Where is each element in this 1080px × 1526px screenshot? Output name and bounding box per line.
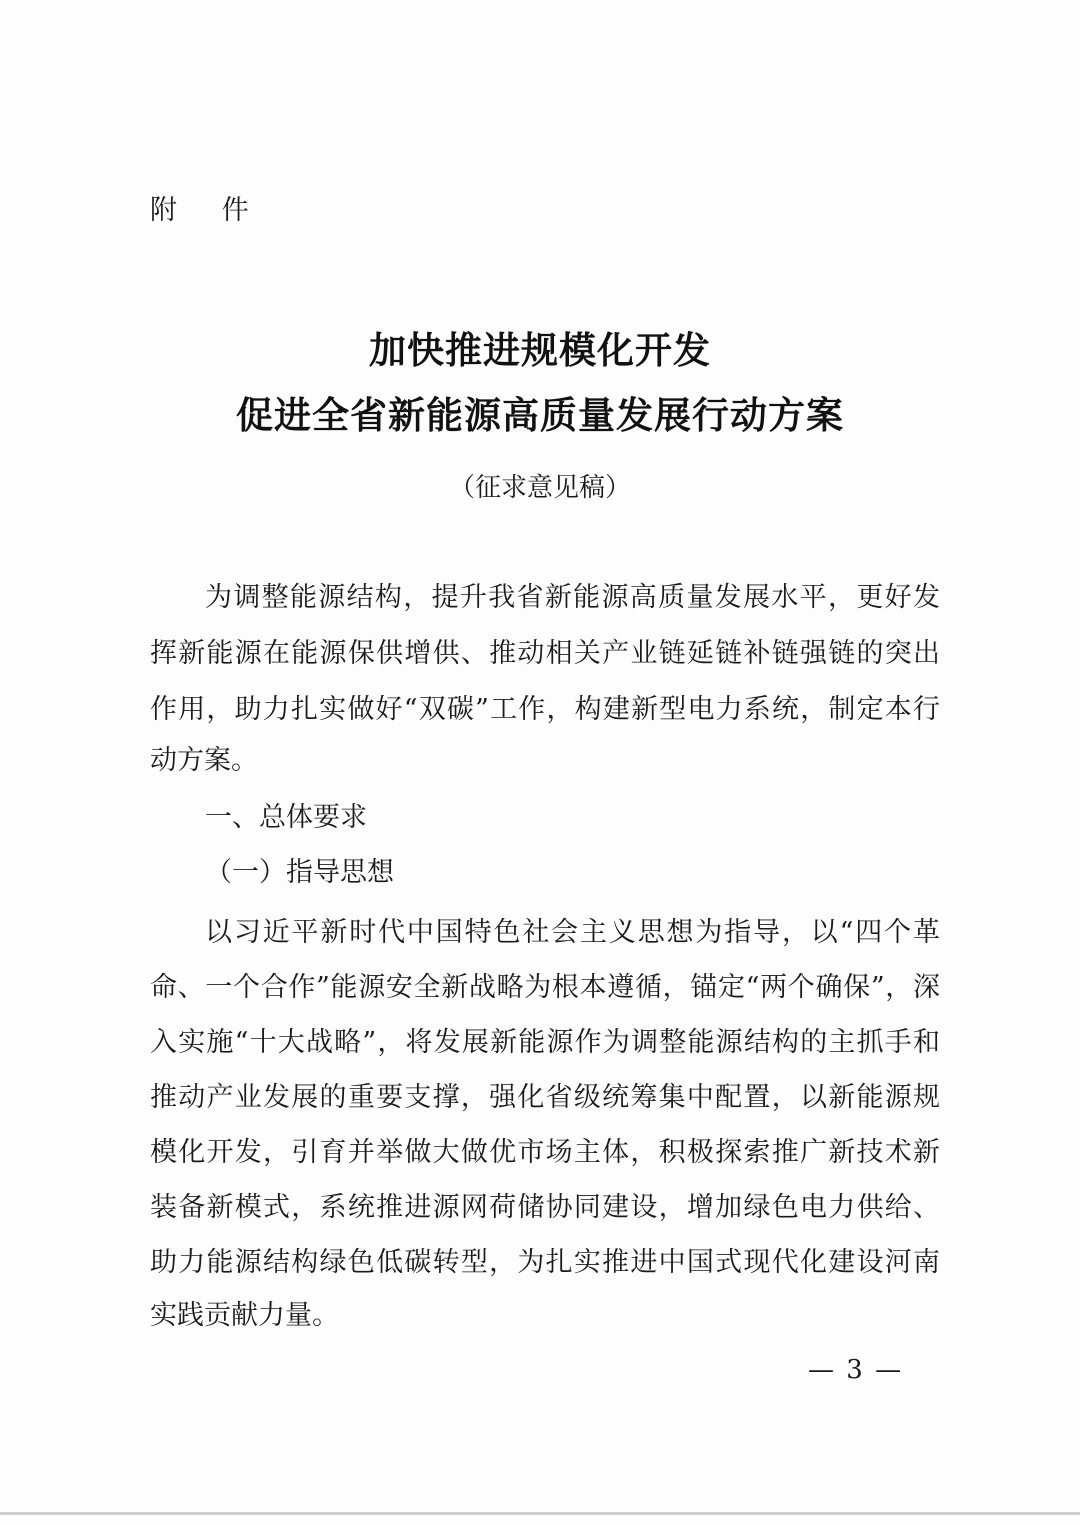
document-subtitle: （征求意见稿） bbox=[448, 473, 631, 503]
paragraph-line: 推动产业发展的重要支撑，强化省级统筹集中配置，以新能源规 bbox=[150, 1082, 940, 1113]
paragraph-line: 助力能源结构绿色低碳转型，为扎实推进中国式现代化建设河南 bbox=[150, 1247, 940, 1278]
paragraph-line: 入实施“十大战略”，将发展新能源作为调整能源结构的主抓手和 bbox=[150, 1027, 940, 1058]
document-title-line-1: 加快推进规模化开发 bbox=[369, 328, 711, 372]
paragraph-line: 以习近平新时代中国特色社会主义思想为指导，以“四个革 bbox=[205, 917, 940, 948]
page-bottom-edge bbox=[0, 1512, 1080, 1515]
paragraph-line: 模化开发，引育并举做大做优市场主体，积极探索推广新技术新 bbox=[150, 1137, 940, 1168]
intro-line: 挥新能源在能源保供增供、推动相关产业链延链补链强链的突出 bbox=[150, 638, 940, 669]
section-heading: 一、总体要求 bbox=[205, 802, 367, 833]
subsection-heading: （一）指导思想 bbox=[205, 857, 394, 888]
intro-line: 作用，助力扎实做好“双碳”工作，构建新型电力系统，制定本行 bbox=[150, 694, 940, 725]
intro-line: 为调整能源结构，提升我省新能源高质量发展水平，更好发 bbox=[205, 582, 940, 613]
paragraph-line: 装备新模式，系统推进源网荷储协同建设，增加绿色电力供给、 bbox=[150, 1192, 940, 1223]
intro-line: 动方案。 bbox=[150, 745, 258, 776]
paragraph-line: 实践贡献力量。 bbox=[150, 1300, 339, 1331]
attachment-label: 附 件 bbox=[150, 195, 267, 226]
paragraph-line: 命、一个合作”能源安全新战略为根本遵循，锚定“两个确保”，深 bbox=[150, 972, 940, 1003]
document-title-line-2: 促进全省新能源高质量发展行动方案 bbox=[236, 393, 844, 437]
page-number: — 3 — bbox=[808, 1355, 904, 1385]
